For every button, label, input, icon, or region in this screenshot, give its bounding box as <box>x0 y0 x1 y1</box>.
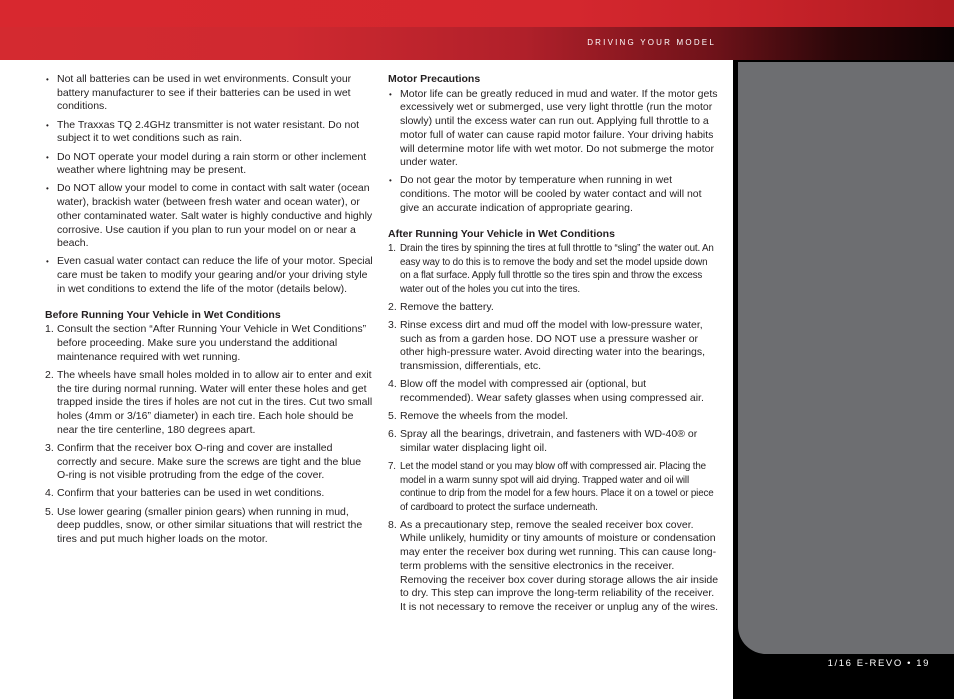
before-running-steps <box>45 323 375 547</box>
step-text: Use lower gearing (smaller pinion gears) when running in mud, deep puddles, snow, or other similar situations that will restrict the tires and put much higher loads on the motor. <box>57 505 363 546</box>
step-text: Confirm that your batteries can be used in wet conditions. <box>57 487 325 500</box>
step-number: 6. <box>388 428 397 441</box>
step-number: 2. <box>45 368 54 381</box>
step-number: 2. <box>388 300 397 313</box>
list-item: • Do not gear the motor by temperature when running in wet conditions. The motor will be cooled by water contact and will not give an accurate indication of appropriate gearing. <box>388 174 720 215</box>
step-number: 3. <box>45 441 54 454</box>
motor-precautions-heading: Motor Precautions <box>388 73 481 85</box>
step-text: Let the model stand or you may blow off with compressed air. Placing the model in a warm sunny spot will aid drying. Trapped water and oil will continue to drip from the model for a few hours. Place it on a towel or piece of cardboard to protect the surface underneath. <box>400 461 714 513</box>
after-running-steps <box>388 242 720 614</box>
list-item <box>45 323 375 364</box>
step-text: The wheels have small holes molded in to allow air to enter and exit the tire during normal running. Water will enter these holes and get trapped inside the tires if holes are not cut in the tires. Cut two small holes (4mm or 3/16” diameter) in each tire. Each hole should be near the tire centerline, 180 degrees apart. <box>57 368 373 436</box>
motor-bullets <box>388 88 720 216</box>
battery-bullets <box>45 73 375 297</box>
step-text: Remove the wheels from the model. <box>400 410 569 423</box>
section-title: DRIVING YOUR MODEL <box>587 38 716 47</box>
list-item: • Even casual water contact can reduce the life of your motor. Special care must be taken to modify your gearing and/or your driving style in wet conditions to extend the life of the motor (details below). <box>45 255 375 296</box>
list-item <box>45 487 375 501</box>
list-item <box>45 506 375 547</box>
list-item <box>388 428 720 455</box>
step-number: 4. <box>45 487 54 500</box>
step-text: Remove the battery. <box>400 300 494 313</box>
list-item: • Do NOT allow your model to come in contact with salt water (ocean water), brackish water (between fresh water and ocean water), or other contaminated water. Salt water is highly conductive and highly corrosive. Use caution if you plan to run your model on or near a beach. <box>45 182 375 251</box>
step-number: 1. <box>45 323 54 336</box>
step-number: 1. <box>388 243 396 255</box>
list-item <box>388 460 720 514</box>
list-item: • Motor life can be greatly reduced in mud and water. If the motor gets excessively wet or submerged, use very light throttle (run the motor slowly) until the excess water can run out. Applying full throttle to a motor full of water can cause rapid motor failure. Your driving habits will determine motor life with wet motor. Do not submerge the motor under water. <box>388 88 720 170</box>
list-item <box>45 442 375 483</box>
step-text: As a precautionary step, remove the sealed receiver box cover. While unlikely, humidity or tiny amounts of moisture or condensation may enter the receiver box during wet running. This can cause long-term problems with the sensitive electronics in the receiver. Removing the receiver box cover during storage allows the air inside to dry. This step can improve the long-term reliability of the receiver. It is not necessary to remove the receiver or unplug any of the wires. <box>400 518 719 613</box>
page-number: 1/16 E-REVO • 19 <box>827 658 930 669</box>
list-item <box>388 378 720 405</box>
list-item <box>388 319 720 374</box>
step-text: Rinse excess dirt and mud off the model with low-pressure water, such as from a garden hose. DO NOT use a pressure washer or other high-pressure water. Avoid directing water into the bearings, transmission, differentials, etc. <box>400 318 706 373</box>
right-column <box>388 73 720 619</box>
step-number: 5. <box>45 505 54 518</box>
step-text: Blow off the model with compressed air (optional, but recommended). Wear safety glasses when using compressed air. <box>400 378 704 404</box>
after-running-heading: After Running Your Vehicle in Wet Conditions <box>388 227 615 240</box>
step-text: Drain the tires by spinning the tires at full throttle to “sling” the water out. An easy way to do this is to remove the body and set the model upside down on a flat surface. Apply full throttle so the tires spin and throw the excess water out of the holes you cut into the tires. <box>400 243 714 295</box>
step-number: 7. <box>388 461 396 473</box>
left-column <box>45 73 375 551</box>
list-item: • Not all batteries can be used in wet environments. Consult your battery manufacturer to see if their batteries can be used in wet conditions. <box>45 73 375 114</box>
list-item: • Do NOT operate your model during a rain storm or other inclement weather where lightning may be present. <box>45 151 375 178</box>
step-number: 8. <box>388 518 397 531</box>
list-item: • The Traxxas TQ 2.4GHz transmitter is not water resistant. Do not subject it to wet conditions such as rain. <box>45 119 375 146</box>
step-number: 3. <box>388 318 397 331</box>
list-item <box>388 301 720 315</box>
list-item <box>45 369 375 438</box>
step-number: 4. <box>388 378 397 391</box>
step-text: Confirm that the receiver box O-ring and cover are installed correctly and secure. Make sure the screws are tight and the blue O-ring is not visible protruding from the edge of the cover. <box>57 441 362 482</box>
list-item <box>388 242 720 296</box>
list-item <box>388 519 720 615</box>
header-bar <box>0 27 954 60</box>
side-panel-gray <box>738 62 954 654</box>
step-text: Spray all the bearings, drivetrain, and fasteners with WD-40® or similar water displacing light oil. <box>400 428 698 455</box>
before-running-heading: Before Running Your Vehicle in Wet Conditions <box>45 308 281 321</box>
list-item <box>388 410 720 424</box>
step-number: 5. <box>388 410 397 423</box>
step-text: Consult the section “After Running Your Vehicle in Wet Conditions” before proceeding. Make sure you understand the additional maintenance required with wet running. <box>57 323 367 363</box>
